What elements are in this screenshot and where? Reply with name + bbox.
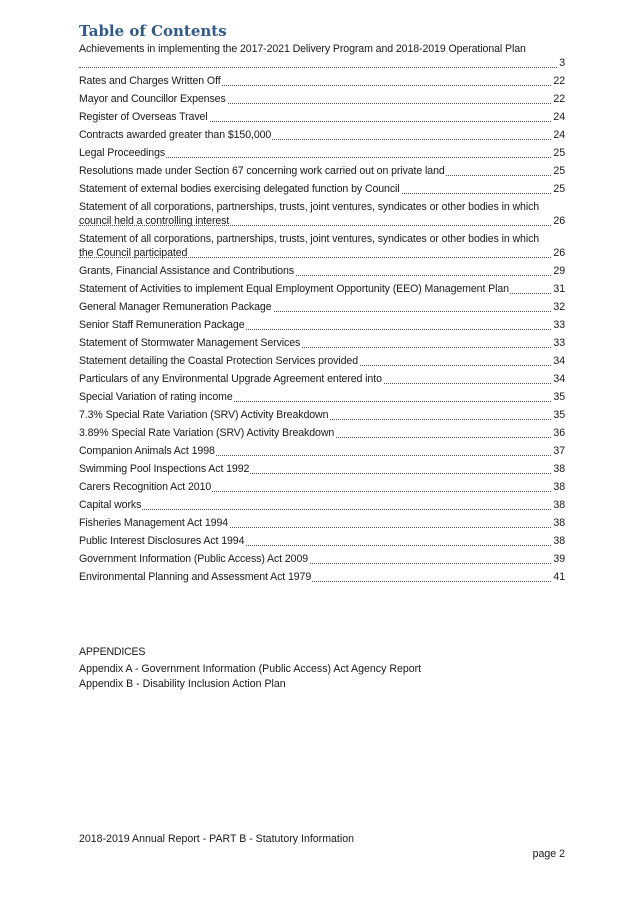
toc-entry-page: 24 <box>553 111 565 123</box>
toc-entry[interactable] <box>79 128 565 142</box>
page-title: Table of Contents <box>79 22 227 40</box>
toc-entry[interactable] <box>79 444 565 458</box>
toc-entry-text: Grants, Financial Assistance and Contributions <box>79 265 295 277</box>
toc-entry-page: 25 <box>553 165 565 177</box>
toc-entry-text: Statement detailing the Coastal Protection Services provided <box>79 355 359 367</box>
toc-entry-page: 34 <box>553 373 565 385</box>
toc-entry[interactable] <box>79 390 565 404</box>
toc-entry-text: Public Interest Disclosures Act 1994 <box>79 535 245 547</box>
toc-entry-text: 7.3% Special Rate Variation (SRV) Activity Breakdown <box>79 409 329 421</box>
toc-entry-page: 22 <box>553 75 565 87</box>
toc-entry[interactable] <box>79 300 565 314</box>
toc-entry[interactable] <box>79 110 565 124</box>
toc-entry[interactable] <box>79 182 565 196</box>
toc-entry-text: Statement of all corporations, partnerships, trusts, joint ventures, syndicates or other bodies in which council held a controlling interest <box>79 201 540 227</box>
toc-entry[interactable] <box>79 354 565 368</box>
toc-entry[interactable] <box>79 570 565 584</box>
toc-entry-page: 39 <box>553 553 565 565</box>
toc-entry-page: 25 <box>553 183 565 195</box>
toc-entry-page: 29 <box>553 265 565 277</box>
page-number: page 2 <box>532 848 565 860</box>
toc-entry[interactable] <box>79 146 565 160</box>
appendices-heading: APPENDICES <box>79 646 146 658</box>
toc-entry-text: Statement of all corporations, partnerships, trusts, joint ventures, syndicates or other bodies in which the Council participated <box>79 233 540 259</box>
toc-entry[interactable] <box>79 92 565 106</box>
toc-entry[interactable] <box>79 498 565 512</box>
appendix-item[interactable]: Appendix A - Government Information (Public Access) Act Agency Report <box>79 663 422 675</box>
toc-entry-page: 32 <box>553 301 565 313</box>
toc-entry[interactable] <box>79 552 565 566</box>
toc-entry[interactable] <box>79 462 565 476</box>
toc-entry-page: 38 <box>553 517 565 529</box>
toc-entry-text: Particulars of any Environmental Upgrade Agreement entered into <box>79 373 382 385</box>
page-footer: 2018-2019 Annual Report - PART B - Statutory Information <box>79 833 355 845</box>
toc-entry-page: 38 <box>553 499 565 511</box>
toc-entry-page: 25 <box>553 147 565 159</box>
toc-entry-text: Statement of Activities to implement Equal Employment Opportunity (EEO) Management Plan <box>79 283 509 295</box>
toc-entry-text: Register of Overseas Travel <box>79 111 208 123</box>
toc-entry[interactable] <box>79 74 565 88</box>
toc-entry[interactable] <box>79 336 565 350</box>
toc-entry-text: Resolutions made under Section 67 concerning work carried out on private land <box>79 165 445 177</box>
toc-entry-page: 38 <box>553 535 565 547</box>
toc-entry-page: 22 <box>553 93 565 105</box>
toc-entry-page: 38 <box>553 481 565 493</box>
toc-entry-text: Achievements in implementing the 2017-2021 Delivery Program and 2018-2019 Operational Plan <box>79 43 526 55</box>
appendices-section <box>79 645 421 692</box>
appendix-item[interactable]: Appendix B - Disability Inclusion Action Plan <box>79 678 286 690</box>
toc-entry-page: 33 <box>553 319 565 331</box>
table-of-contents <box>79 42 565 588</box>
toc-entry[interactable] <box>79 372 565 386</box>
toc-entry[interactable] <box>79 318 565 332</box>
toc-entry-text: Mayor and Councillor Expenses <box>79 93 226 105</box>
toc-entry-text: Companion Animals Act 1998 <box>79 445 215 457</box>
toc-entry[interactable] <box>79 516 565 530</box>
toc-entry-text: Statement of external bodies exercising delegated function by Council <box>79 183 400 195</box>
toc-entry-page: 36 <box>553 427 565 439</box>
toc-entry[interactable] <box>79 408 565 422</box>
toc-entry-text: Swimming Pool Inspections Act 1992 <box>79 463 250 475</box>
toc-entry[interactable] <box>79 534 565 548</box>
toc-entry-text: General Manager Remuneration Package <box>79 301 272 313</box>
toc-entry-text: Fisheries Management Act 1994 <box>79 517 229 529</box>
toc-entry-text: Carers Recognition Act 2010 <box>79 481 212 493</box>
toc-entry-text: Contracts awarded greater than $150,000 <box>79 129 272 141</box>
toc-entry[interactable] <box>79 200 565 228</box>
toc-entry-page: 41 <box>553 571 565 583</box>
toc-entry-text: Government Information (Public Access) Act 2009 <box>79 553 309 565</box>
toc-entry-page: 33 <box>553 337 565 349</box>
toc-entry[interactable] <box>79 426 565 440</box>
toc-entry-text: Legal Proceedings <box>79 147 166 159</box>
toc-entry-page: 26 <box>553 247 565 259</box>
toc-entry-text: Senior Staff Remuneration Package <box>79 319 245 331</box>
toc-entry-page: 3 <box>559 57 565 69</box>
toc-entry-page: 37 <box>553 445 565 457</box>
toc-entry-page: 31 <box>553 283 565 295</box>
toc-entry-text: Rates and Charges Written Off <box>79 75 221 87</box>
toc-entry[interactable] <box>79 282 565 296</box>
toc-entry-page: 38 <box>553 463 565 475</box>
toc-entry-text: Special Variation of rating income <box>79 391 233 403</box>
toc-entry-text: 3.89% Special Rate Variation (SRV) Activity Breakdown <box>79 427 335 439</box>
toc-entry-text: Capital works <box>79 499 142 511</box>
toc-entry[interactable] <box>79 232 565 260</box>
toc-entry[interactable] <box>79 42 565 70</box>
toc-entry[interactable] <box>79 264 565 278</box>
toc-entry-page: 35 <box>553 409 565 421</box>
toc-entry[interactable] <box>79 480 565 494</box>
toc-entry-text: Statement of Stormwater Management Services <box>79 337 301 349</box>
toc-entry-page: 26 <box>553 215 565 227</box>
toc-entry-page: 34 <box>553 355 565 367</box>
toc-entry[interactable] <box>79 164 565 178</box>
toc-entry-page: 35 <box>553 391 565 403</box>
toc-entry-page: 24 <box>553 129 565 141</box>
toc-entry-text: Environmental Planning and Assessment Act 1979 <box>79 571 312 583</box>
